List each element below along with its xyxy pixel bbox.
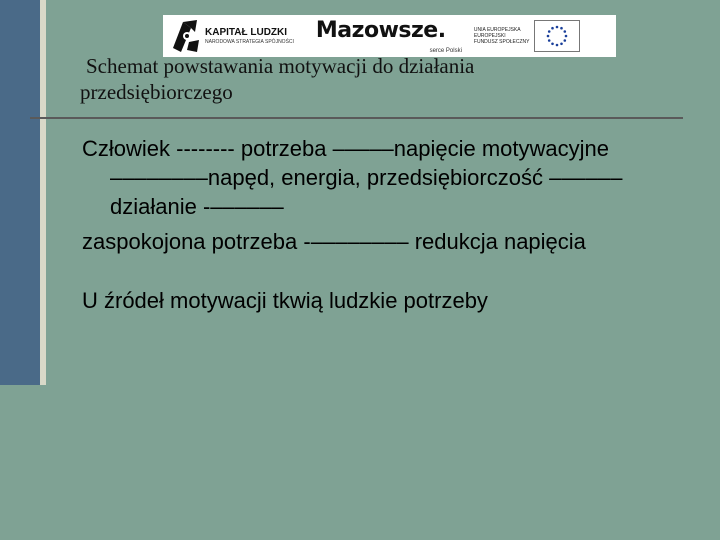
slide-content — [82, 134, 692, 315]
eu-text-line3: FUNDUSZ SPOŁECZNY — [473, 39, 530, 46]
slide-title-line1: Schemat powstawania motywacji do działania — [86, 54, 475, 78]
kapital-ludzki-emblem-icon — [169, 18, 201, 54]
slide-title — [82, 53, 682, 106]
eu-text-line1: UNIA EUROPEJSKA — [473, 26, 521, 33]
kapital-ludzki-title: KAPITAŁ LUDZKI — [205, 26, 288, 38]
mazowsze-subtitle: serce Polski — [429, 48, 462, 54]
bullet-paragraph-2: zaspokojona potrzeba -–––––––– redukcja napięcia — [82, 229, 586, 254]
logo-banner — [163, 15, 616, 57]
kapital-ludzki-logo — [169, 18, 294, 54]
eu-text-line2: EUROPEJSKI — [473, 32, 506, 39]
eu-logo — [474, 20, 580, 52]
bullet-paragraph-3: U źródeł motywacji tkwią ludzkie potrzeby — [82, 288, 488, 313]
side-accent-bar — [0, 0, 46, 385]
mazowsze-wordmark: Mazowsze. — [315, 18, 446, 43]
eu-flag-icon — [534, 20, 580, 52]
title-divider — [30, 117, 683, 119]
slide-title-line2: przedsiębiorczego — [80, 80, 233, 105]
mazowsze-logo — [316, 16, 466, 56]
bullet-paragraph-1: Człowiek -------- potrzeba –––––napięcie motywacyjne ––––––––napęd, energia, przedsiębiorczość –––––– działanie -–––––– — [82, 136, 623, 219]
kapital-ludzki-subtitle: NARODOWA STRATEGIA SPÓJNOŚCI — [205, 38, 294, 45]
